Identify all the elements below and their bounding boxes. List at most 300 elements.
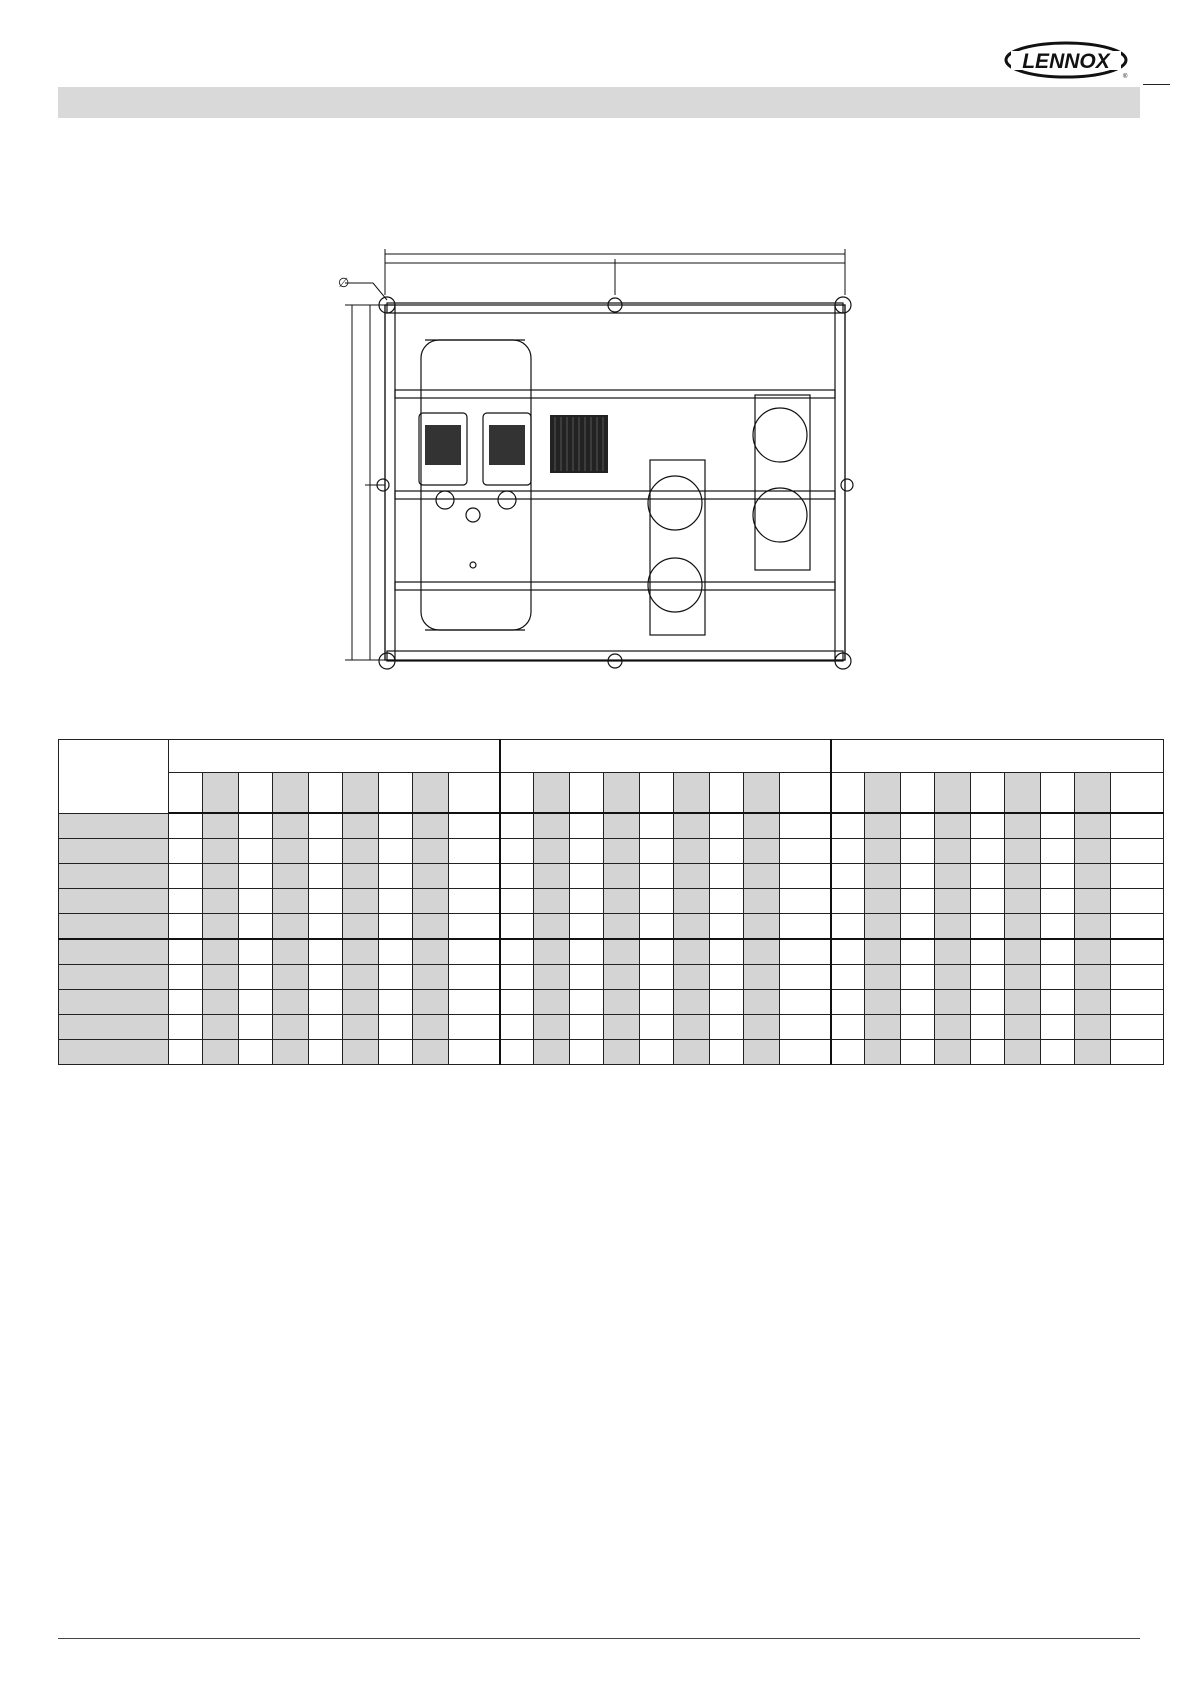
table-corner-cell [59, 740, 169, 814]
table-cell [413, 914, 449, 940]
table-cell [1111, 990, 1164, 1015]
table-cell [935, 864, 971, 889]
table-cell [1041, 939, 1075, 965]
table-cell [309, 813, 343, 839]
table-cell [1005, 965, 1041, 990]
table-cell [239, 1015, 273, 1040]
table-cell [59, 864, 169, 889]
table-cell [831, 813, 865, 839]
table-cell [674, 889, 710, 914]
table-cell [1111, 813, 1164, 839]
table-cell [971, 914, 1005, 940]
data-table [58, 739, 1164, 1065]
table-cell [570, 914, 604, 940]
table-cell [59, 1040, 169, 1065]
table-cell [169, 1015, 203, 1040]
diameter-label: ∅ [338, 276, 350, 291]
table-cell [343, 839, 379, 864]
logo-text: LENNOX [1022, 50, 1110, 73]
table-cell [780, 1015, 831, 1040]
table-cell [309, 773, 343, 814]
table-cell [901, 990, 935, 1015]
table-cell [169, 813, 203, 839]
table-cell [935, 914, 971, 940]
table-cell [674, 990, 710, 1015]
table-cell [169, 914, 203, 940]
table-subheader-row [59, 773, 1164, 814]
table-cell [935, 813, 971, 839]
table-cell [1041, 864, 1075, 889]
table-cell [343, 939, 379, 965]
table-cell [449, 990, 500, 1015]
table-cell [169, 864, 203, 889]
table-cell [500, 939, 534, 965]
table-cell [674, 839, 710, 864]
table-cell [1111, 1040, 1164, 1065]
table-cell [273, 773, 309, 814]
table-cell [901, 839, 935, 864]
table-cell [744, 1040, 780, 1065]
table-cell [309, 864, 343, 889]
lennox-logo [1003, 40, 1133, 80]
table-cell [169, 939, 203, 965]
table-row [59, 990, 1164, 1015]
section-title-bar [58, 87, 1140, 118]
table-cell [343, 1040, 379, 1065]
table-cell [343, 965, 379, 990]
table-cell [1111, 939, 1164, 965]
table-cell [534, 1015, 570, 1040]
table-cell [203, 839, 239, 864]
table-cell [59, 813, 169, 839]
table-row [59, 914, 1164, 940]
table-cell [343, 1015, 379, 1040]
unit-frame-drawing [325, 245, 865, 685]
table-cell [534, 813, 570, 839]
table-cell [674, 773, 710, 814]
table-cell [203, 939, 239, 965]
table-cell [379, 1015, 413, 1040]
table-cell [449, 1015, 500, 1040]
table-cell [239, 813, 273, 839]
table-cell [831, 990, 865, 1015]
table-cell [203, 773, 239, 814]
table-cell [449, 839, 500, 864]
table-cell [273, 914, 309, 940]
table-cell [534, 889, 570, 914]
table-cell [971, 990, 1005, 1015]
table-group-header [500, 740, 831, 773]
table-cell [935, 990, 971, 1015]
table-cell [273, 990, 309, 1015]
table-cell [343, 990, 379, 1015]
table-cell [901, 939, 935, 965]
table-row [59, 939, 1164, 965]
table-cell [309, 889, 343, 914]
table-cell [239, 1040, 273, 1065]
table-cell [604, 914, 640, 940]
table-group-header-row [59, 740, 1164, 773]
table-cell [449, 1040, 500, 1065]
table-cell [413, 939, 449, 965]
table-cell [309, 839, 343, 864]
table-cell [1041, 990, 1075, 1015]
table-cell [169, 773, 203, 814]
table-cell [1041, 965, 1075, 990]
table-row [59, 1015, 1164, 1040]
table-cell [674, 965, 710, 990]
table-cell [1075, 1015, 1111, 1040]
table-cell [780, 1040, 831, 1065]
table-cell [971, 1040, 1005, 1065]
table-cell [744, 864, 780, 889]
table-cell [570, 889, 604, 914]
table-cell [59, 1015, 169, 1040]
table-cell [674, 914, 710, 940]
table-cell [309, 965, 343, 990]
table-cell [239, 864, 273, 889]
table-cell [413, 1015, 449, 1040]
table-cell [534, 773, 570, 814]
table-cell [500, 889, 534, 914]
table-cell [1005, 839, 1041, 864]
table-cell [935, 1015, 971, 1040]
table-cell [570, 813, 604, 839]
table-cell [1005, 939, 1041, 965]
table-cell [273, 839, 309, 864]
table-cell [379, 914, 413, 940]
table-cell [865, 965, 901, 990]
table-cell [1111, 839, 1164, 864]
table-row [59, 813, 1164, 839]
table-cell [413, 773, 449, 814]
table-cell [901, 1040, 935, 1065]
table-cell [413, 1040, 449, 1065]
table-cell [59, 965, 169, 990]
table-cell [59, 889, 169, 914]
table-cell [413, 864, 449, 889]
table-cell [500, 864, 534, 889]
table-cell [570, 864, 604, 889]
table-cell [780, 939, 831, 965]
table-cell [780, 864, 831, 889]
table-cell [449, 939, 500, 965]
table-cell [935, 773, 971, 814]
table-cell [379, 965, 413, 990]
table-cell [831, 1015, 865, 1040]
table-cell [971, 889, 1005, 914]
table-cell [1041, 839, 1075, 864]
table-cell [1075, 914, 1111, 940]
table-cell [570, 939, 604, 965]
table-row [59, 864, 1164, 889]
table-cell [640, 839, 674, 864]
table-row [59, 889, 1164, 914]
table-cell [169, 990, 203, 1015]
table-cell [710, 1040, 744, 1065]
table-cell [744, 990, 780, 1015]
table-cell [865, 773, 901, 814]
table-cell [169, 1040, 203, 1065]
table-cell [971, 1015, 1005, 1040]
table-cell [203, 990, 239, 1015]
table-cell [710, 965, 744, 990]
table-cell [1005, 914, 1041, 940]
table-cell [935, 965, 971, 990]
table-row [59, 965, 1164, 990]
table-cell [780, 965, 831, 990]
table-cell [570, 773, 604, 814]
table-cell [744, 839, 780, 864]
table-cell [1075, 965, 1111, 990]
table-cell [59, 914, 169, 940]
table-cell [744, 889, 780, 914]
table-cell [1111, 864, 1164, 889]
table-cell [780, 914, 831, 940]
table-cell [449, 914, 500, 940]
table-cell [1111, 965, 1164, 990]
table-cell [1041, 813, 1075, 839]
table-cell [901, 813, 935, 839]
table-cell [1075, 839, 1111, 864]
table-row [59, 839, 1164, 864]
table-cell [273, 1015, 309, 1040]
table-cell [640, 965, 674, 990]
table-cell [831, 914, 865, 940]
table-cell [744, 773, 780, 814]
table-cell [570, 839, 604, 864]
footer-rule [58, 1638, 1140, 1639]
header-corner-rule [1143, 84, 1170, 85]
table-cell [831, 939, 865, 965]
table-cell [379, 889, 413, 914]
table-cell [1041, 889, 1075, 914]
table-cell [831, 773, 865, 814]
table-cell [570, 1015, 604, 1040]
table-cell [1075, 864, 1111, 889]
table-cell [534, 939, 570, 965]
table-cell [570, 990, 604, 1015]
table-cell [203, 889, 239, 914]
table-cell [273, 813, 309, 839]
table-cell [379, 839, 413, 864]
table-cell [674, 864, 710, 889]
table-cell [1075, 773, 1111, 814]
table-cell [710, 813, 744, 839]
table-cell [1005, 990, 1041, 1015]
table-cell [500, 773, 534, 814]
table-cell [1111, 773, 1164, 814]
table-cell [901, 864, 935, 889]
table-cell [500, 965, 534, 990]
table-cell [59, 939, 169, 965]
table-cell [1005, 1040, 1041, 1065]
table-cell [239, 990, 273, 1015]
table-cell [971, 864, 1005, 889]
table-cell [1041, 1040, 1075, 1065]
table-cell [1111, 1015, 1164, 1040]
table-cell [273, 889, 309, 914]
table-cell [831, 839, 865, 864]
table-group-header [169, 740, 500, 773]
table-cell [534, 864, 570, 889]
table-cell [449, 864, 500, 889]
table-cell [343, 813, 379, 839]
table-cell [971, 813, 1005, 839]
table-group-header [831, 740, 1164, 773]
table-cell [640, 1015, 674, 1040]
table-cell [935, 889, 971, 914]
table-cell [309, 939, 343, 965]
table-cell [570, 1040, 604, 1065]
table-cell [413, 990, 449, 1015]
table-cell [865, 990, 901, 1015]
table-cell [971, 965, 1005, 990]
table-cell [59, 990, 169, 1015]
table-cell [309, 1040, 343, 1065]
table-cell [239, 889, 273, 914]
table-cell [901, 889, 935, 914]
table-cell [865, 889, 901, 914]
table-cell [865, 839, 901, 864]
table-cell [604, 864, 640, 889]
table-cell [831, 889, 865, 914]
table-cell [710, 839, 744, 864]
table-cell [674, 939, 710, 965]
table-cell [500, 914, 534, 940]
table-cell [343, 773, 379, 814]
table-cell [865, 914, 901, 940]
table-cell [674, 1015, 710, 1040]
table-cell [534, 839, 570, 864]
table-cell [534, 1040, 570, 1065]
table-cell [971, 839, 1005, 864]
table-cell [640, 1040, 674, 1065]
table-cell [901, 965, 935, 990]
table-cell [570, 965, 604, 990]
table-cell [1041, 1015, 1075, 1040]
table-cell [604, 1015, 640, 1040]
table-cell [901, 1015, 935, 1040]
table-cell [413, 965, 449, 990]
table-cell [604, 939, 640, 965]
table-cell [379, 773, 413, 814]
table-cell [169, 889, 203, 914]
table-cell [203, 965, 239, 990]
table-cell [710, 773, 744, 814]
table-cell [309, 990, 343, 1015]
table-cell [865, 1015, 901, 1040]
table-cell [604, 773, 640, 814]
table-cell [239, 773, 273, 814]
table-cell [640, 990, 674, 1015]
table-cell [379, 1040, 413, 1065]
table-cell [343, 914, 379, 940]
table-cell [59, 839, 169, 864]
table-cell [674, 1040, 710, 1065]
table-cell [534, 965, 570, 990]
table-cell [239, 839, 273, 864]
table-cell [1041, 914, 1075, 940]
table-cell [413, 889, 449, 914]
table-cell [935, 839, 971, 864]
table-cell [343, 864, 379, 889]
table-cell [273, 864, 309, 889]
table-cell [640, 773, 674, 814]
table-cell [203, 914, 239, 940]
table-cell [534, 990, 570, 1015]
table-cell [273, 1040, 309, 1065]
table-cell [1041, 773, 1075, 814]
table-cell [710, 939, 744, 965]
table-cell [413, 839, 449, 864]
table-cell [780, 839, 831, 864]
table-cell [640, 813, 674, 839]
table-cell [780, 773, 831, 814]
table-cell [710, 914, 744, 940]
table-cell [744, 1015, 780, 1040]
table-cell [239, 914, 273, 940]
table-cell [534, 914, 570, 940]
table-cell [744, 939, 780, 965]
table-cell [203, 1040, 239, 1065]
table-cell [379, 813, 413, 839]
table-cell [710, 864, 744, 889]
table-cell [1111, 914, 1164, 940]
table-cell [744, 965, 780, 990]
table-cell [604, 965, 640, 990]
table-cell [500, 1040, 534, 1065]
table-cell [1075, 939, 1111, 965]
table-cell [710, 990, 744, 1015]
table-cell [780, 990, 831, 1015]
table-cell [169, 839, 203, 864]
table-cell [901, 773, 935, 814]
table-cell [500, 813, 534, 839]
table-cell [1005, 889, 1041, 914]
table-cell [935, 1040, 971, 1065]
table-cell [1005, 773, 1041, 814]
table-cell [604, 839, 640, 864]
table-cell [744, 914, 780, 940]
table-cell [500, 990, 534, 1015]
table-cell [640, 914, 674, 940]
table-cell [449, 965, 500, 990]
table-cell [865, 864, 901, 889]
table-cell [710, 1015, 744, 1040]
table-cell [449, 889, 500, 914]
registered-mark: ® [1123, 74, 1128, 80]
table-cell [449, 813, 500, 839]
table-cell [640, 939, 674, 965]
table-cell [640, 864, 674, 889]
table-cell [604, 813, 640, 839]
table-cell [1075, 1040, 1111, 1065]
table-cell [379, 990, 413, 1015]
table-cell [500, 839, 534, 864]
table-cell [203, 1015, 239, 1040]
table-cell [273, 939, 309, 965]
table-cell [604, 889, 640, 914]
table-cell [710, 889, 744, 914]
table-row [59, 1040, 1164, 1065]
table-cell [780, 813, 831, 839]
table-cell [640, 889, 674, 914]
table-cell [674, 813, 710, 839]
table-cell [309, 1015, 343, 1040]
table-cell [780, 889, 831, 914]
table-cell [343, 889, 379, 914]
